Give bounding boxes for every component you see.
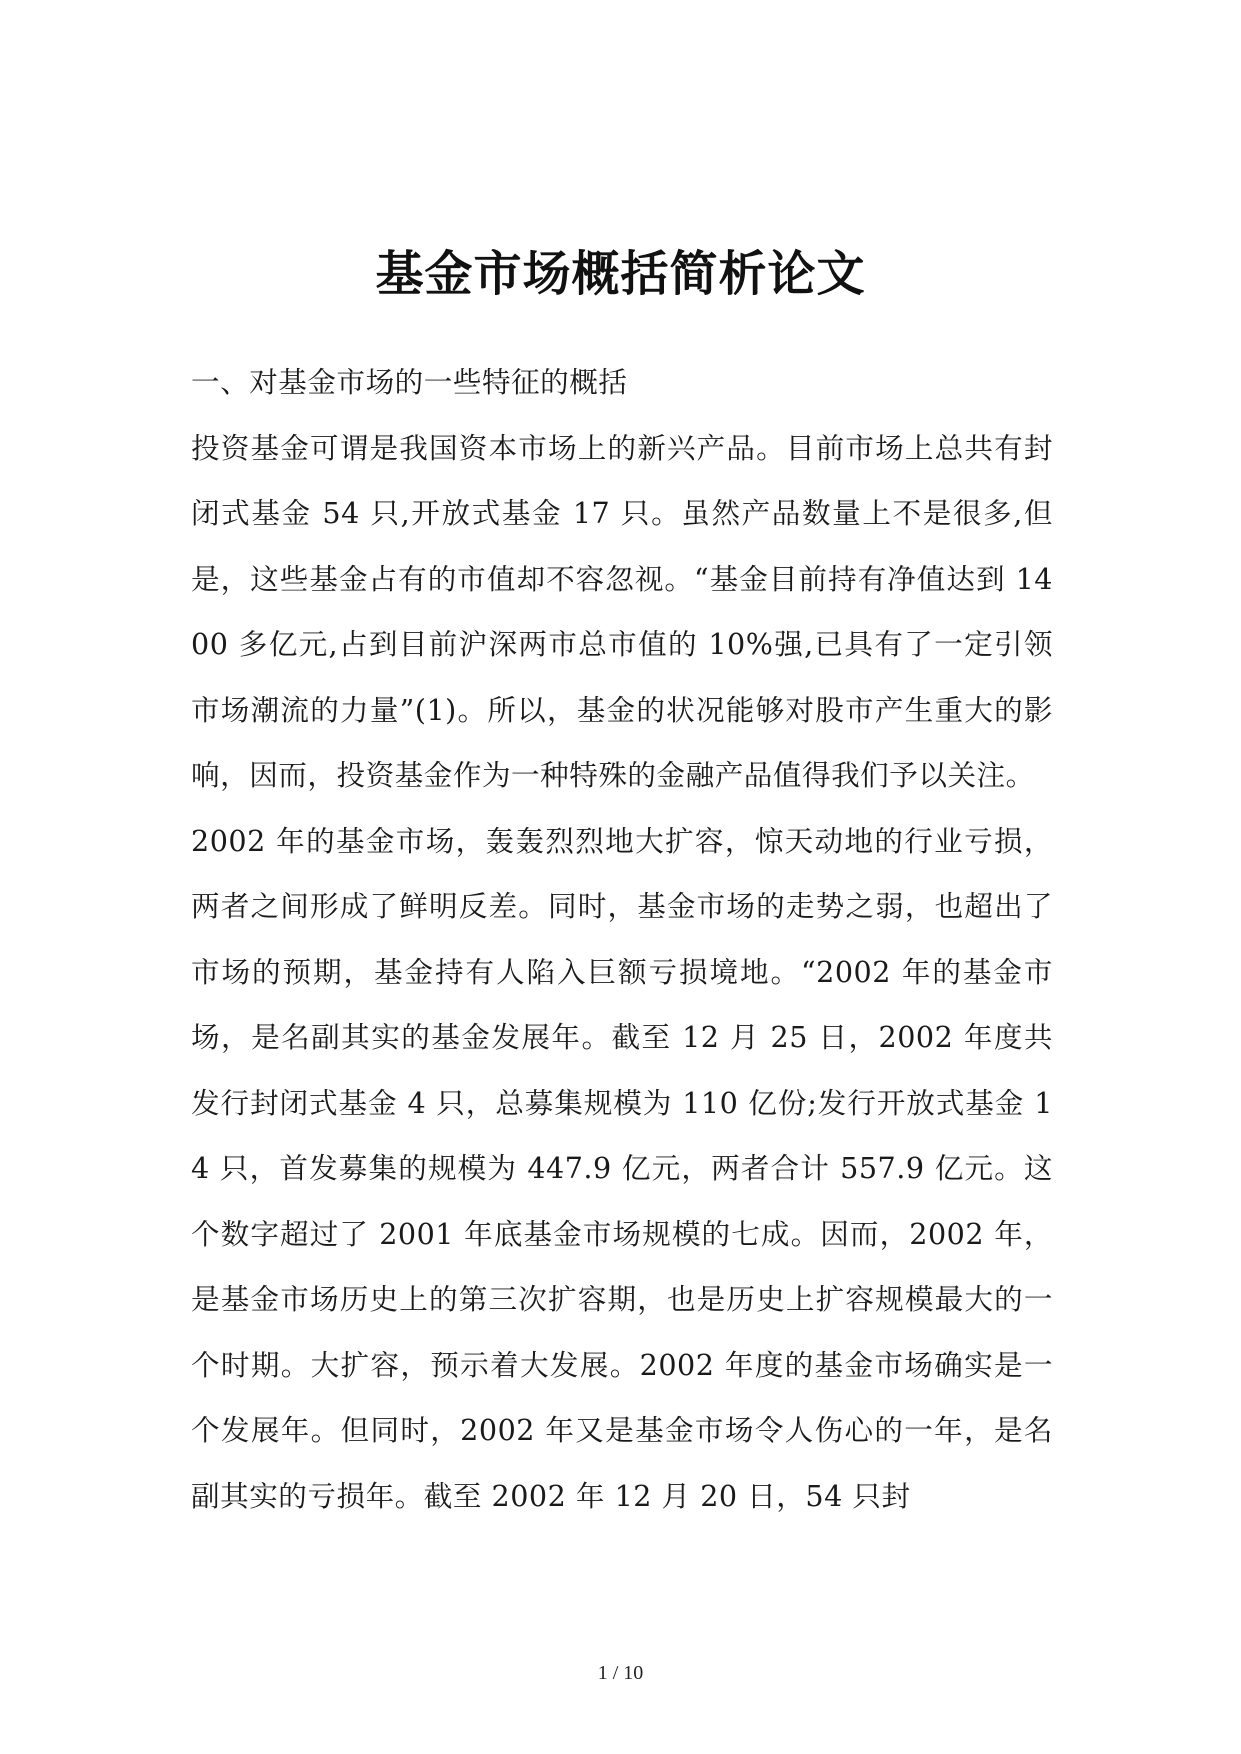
body-paragraph: 2002 年的基金市场，轰轰烈烈地大扩容，惊天动地的行业亏损，两者之间形成了鲜明反差。同时，基金市场的走势之弱，也超出了市场的预期，基金持有人陷入巨额亏损境地。“2002 年的基金市场，是名副其实的基金发展年。截至 12 月 25 日，2002 年度共发行封闭式基金 4 只，总募集规模为 110 亿份;发行开放式基金 14 只，首发募集的规模为 447.9 亿元，两者合计 557.9 亿元。这个数字超过了 2001 年底基金市场规模的七成。因而，2002 年，是基金市场历史上的第三次扩容期，也是历史上扩容规模最大的一个时期。大扩容，预示着大发展。2002 年度的基金市场确实是一个发展年。但同时，2002 年又是基金市场令人伤心的一年，是名副其实的亏损年。截至 2002 年 12 月 20 日，54 只封 [191,823,1053,1513]
document-body [191,350,1053,1529]
section-heading: 一、对基金市场的一些特征的概括 [191,365,628,399]
body-paragraph: 投资基金可谓是我国资本市场上的新兴产品。目前市场上总共有封闭式基金 54 只,开放式基金 17 只。虽然产品数量上不是很多,但是，这些基金占有的市值却不容忽视。“基金目前持有净值达到 1400 多亿元,占到目前沪深两市总市值的 10%强,已具有了一定引领市场潮流的力量”(1)。所以，基金的状况能够对股市产生重大的影响，因而，投资基金作为一种特殊的金融产品值得我们予以关注。 [191,430,1053,792]
page-number: 1 / 10 [597,1662,644,1684]
document-title: 基金市场概括简析论文 [375,246,866,303]
